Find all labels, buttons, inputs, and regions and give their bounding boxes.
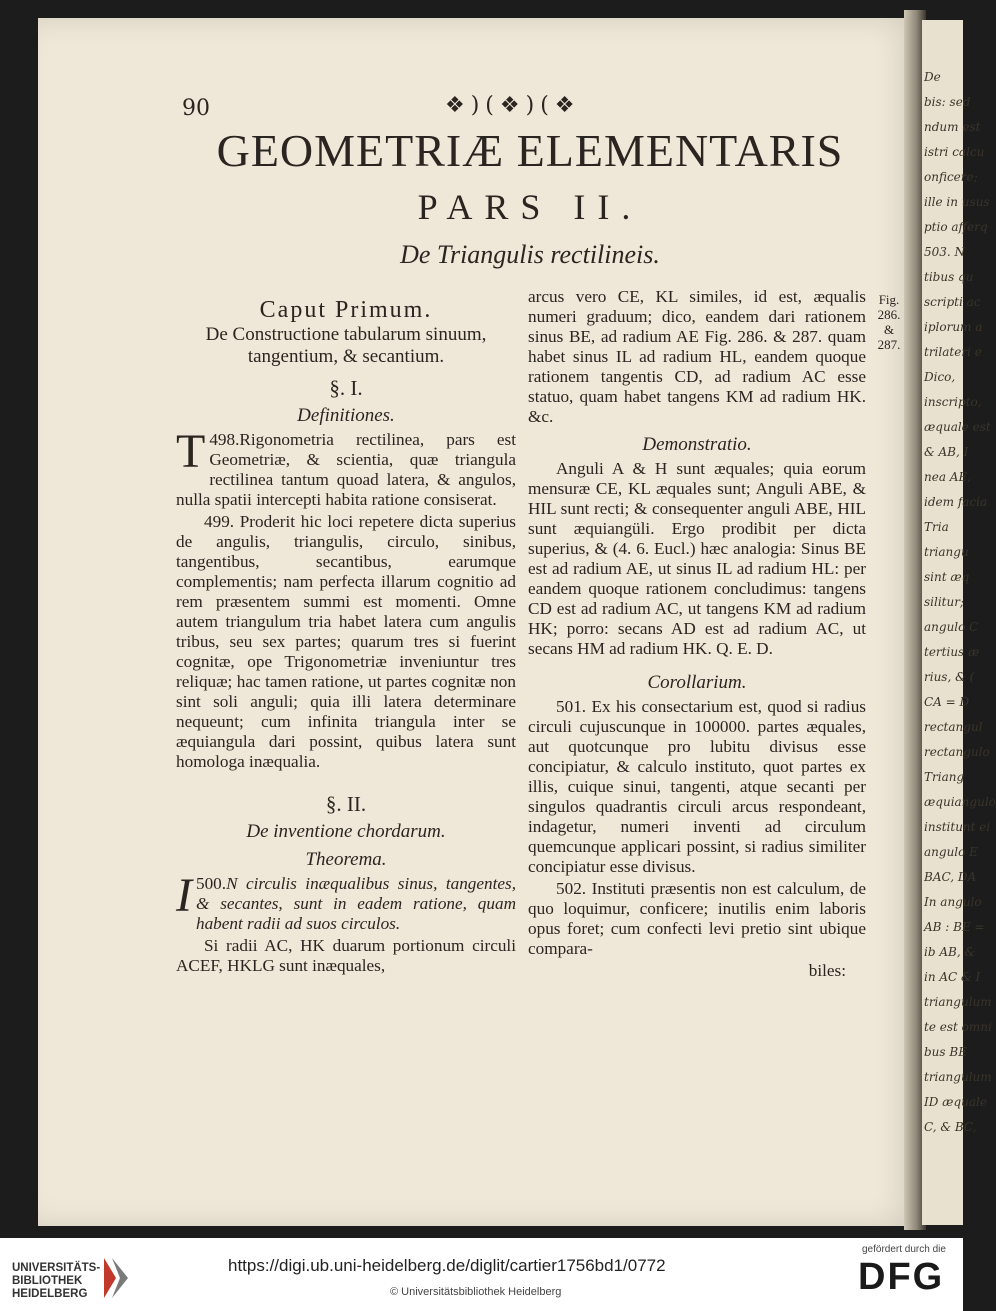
next-page-fragment: bus BE (924, 1045, 967, 1059)
paragraph-501: 501. Ex his consectarium est, quod si radius circuli cujuscunque in 100000. partes æquales, aut quotcunque pro lubitu divisus esse concipiatur, & calculo instituto, quot partes ex illis, cuique sinui, tangenti, atque secanti per singulos quadrantis circuli arcus respondeant, indagetur, numeri inventi ad circulum quemcunque applicari possint, si radius similiter concipiatur esse divisus. (528, 697, 866, 876)
next-page-fragment: ndum est (924, 120, 981, 134)
paragraph-502: 502. Instituti præsentis non est calculum, de quo loquimur, conficere; inutilis enim laboris opus foret; cum confecti levi pretio sint ubique compara- (528, 879, 866, 958)
paragraph-498 (176, 425, 516, 510)
drop-capital: I (176, 869, 192, 922)
paragraph-demonstration: Anguli A & H sunt æquales; quia eorum mensuræ CE, KL æquales sunt; Anguli ABE, & HIL sunt recti; & consequenter anguli ABE, HIL sunt æquiangüli. Ergo prodibit per dicta superius, & (4. 6. Eucl.) hæc analogia: Sinus BE est ad radium AE, ut sinus IL ad radium HL: per eandem quoque rationem concludimus: tangens CD est ad radium AC, ut tangens KM ad radium HK; porro: secans AD est ad radium AC, ut secans HM ad radium HK. Q. E. D. (528, 459, 866, 658)
section-title: Definitiones. (297, 405, 395, 426)
next-page-fragment: rectangulo (924, 745, 990, 759)
next-page-fragment: ptio afferq (924, 220, 988, 234)
library-name-line: UNIVERSITÄTS- (12, 1262, 101, 1274)
next-page-fragment: sint æq (924, 570, 970, 584)
funding-note: gefördert durch die (862, 1244, 946, 1255)
catchword: biles: (808, 961, 846, 980)
copyright-notice: © Universitätsbibliothek Heidelberg (390, 1286, 562, 1298)
library-emblem-icon (102, 1256, 132, 1300)
next-page-fragment: CA = D (924, 695, 970, 709)
next-page-fragment: istri calcu (924, 145, 985, 159)
chapter-heading: Caput Primum. (259, 297, 433, 323)
next-page-fragment: BAC, DA (924, 870, 977, 884)
section-number: §. I. (329, 376, 363, 400)
next-page-fragment: scripti ac (924, 295, 981, 309)
next-page-fragment: in AC & I (924, 970, 981, 984)
right-column (528, 287, 866, 981)
ornament-flourish: ❖)(❖)(❖ (445, 93, 581, 118)
next-page-fragment: angulo E (924, 845, 978, 859)
next-page-fragment: AB : BE = (924, 920, 985, 934)
paragraph-499: 499. Proderit hic loci repetere dicta superius de angulis, triangulis, circulo, sinibus, tangentibus, secantibus, earumque complementis; nam perfecta illarum cognitio ad rem præsentem summi est momenti. Omne autem triangulum tria habet latera cum angulis tribus, seu sex partes; quarum tres si fuerint cognitæ, ope Trigonometriæ inveniuntur tres reliquæ; hac tamen ratione, ut partes cognitæ non sint soli anguli; quia illi latera determinare nequeunt; cum infinita triangula inter se æquiangula dari possint, quibus latera sunt homologa inæqualia. (176, 512, 516, 771)
next-page-fragment: Tria (924, 520, 949, 534)
next-page-fragment: ille in usus (924, 195, 990, 209)
next-page-fragment: 503. N (924, 245, 966, 259)
drop-capital: T (176, 425, 206, 478)
paragraph-continuation: arcus vero CE, KL similes, id est, æqualis numeri graduum; dico, eandem dari rationem sinus BE, ad radium AE Fig. 286. & 287. quam habet sinus IL ad radium HL, eandem quoque rationem tangentis CD, ad radium AC esse statuo, quam habet tangens KM ad radium HK. &c. (528, 287, 866, 426)
paragraph-500-proof: Si radii AC, HK duarum portionum circuli ACEF, HKLG sunt inæquales, (176, 936, 516, 975)
next-page-fragment: Triang (924, 770, 965, 784)
section-number: §. II. (325, 792, 367, 816)
paragraph-text: Rigonometria rectilinea, pars est Geometriæ, & scientia, quæ triangula rectilinea tantum quoad latera, & angulos, nulla spatii intercepti habita ratione consiserat. (176, 430, 516, 509)
dfg-logo[interactable]: DFG (858, 1256, 945, 1298)
next-page-fragment: æquale est (924, 420, 991, 434)
left-column (176, 296, 516, 978)
next-page-fragment: te est omni (924, 1020, 992, 1034)
next-page-fragment: In angulo (924, 895, 982, 909)
next-page-fragment: tertius æ (924, 645, 980, 659)
next-page-fragment: De (924, 70, 941, 84)
next-page-fragment: institunt ei (924, 820, 991, 834)
next-page-fragment: triangulum (924, 995, 992, 1009)
figure-margin-note: Fig. 286. & 287. (877, 292, 901, 352)
next-page-fragment: ib AB, & (924, 945, 976, 959)
library-name-line: HEIDELBERG (12, 1288, 88, 1300)
next-page-fragment: rectangul (924, 720, 983, 734)
corollary-heading: Corollarium. (647, 672, 747, 693)
paragraph-text: N circulis inæqualibus sinus, tangentes, & secantes, sunt in eadem ratione, quam habent radii ad suos circulos. (195, 874, 516, 933)
next-page-fragment: idem facia (924, 495, 988, 509)
next-page-fragment: triangu (924, 545, 969, 559)
next-page-fragment: Dico, (924, 370, 956, 384)
next-page-fragment: triangulum (924, 1070, 992, 1084)
next-page-fragment: & AB, I (924, 445, 969, 459)
library-logo[interactable] (12, 1262, 100, 1301)
permalink-url[interactable]: https://digi.ub.uni-heidelberg.de/diglit/cartier1756bd1/0772 (228, 1256, 666, 1275)
page-title: GEOMETRIÆ ELEMENTARIS (216, 125, 844, 176)
demonstration-heading: Demonstratio. (642, 434, 752, 455)
next-page-fragment: angulo C (924, 620, 979, 634)
next-page-fragment: ID æquale (924, 1095, 987, 1109)
next-page-fragment: tibus qu (924, 270, 974, 284)
part-heading: PARS II. (417, 187, 643, 227)
next-page-fragment: onficere; (924, 170, 978, 184)
paragraph-number: 500. (195, 874, 227, 893)
page-number: 90 (182, 96, 210, 121)
next-page-fragment: rius, & ( (924, 670, 975, 684)
next-page-fragment: inscripto, (924, 395, 982, 409)
next-page-fragment: æquiangulo (924, 795, 996, 809)
next-page-fragment: silitur; (924, 595, 965, 609)
next-page-fragment: iplorum a (924, 320, 983, 334)
section-title: De inventione chordarum. (246, 821, 446, 842)
paragraph-number: 498. (209, 430, 240, 449)
chapter-subheading: De Constructione tabularum sinuum, tangentium, & secantium. (205, 324, 487, 367)
next-page-fragment: bis: sed (924, 95, 971, 109)
library-name-line: BIBLIOTHEK (12, 1275, 83, 1287)
next-page-fragment: nea AE, (924, 470, 972, 484)
next-page-edge (922, 20, 996, 1225)
next-page-fragment: C, & BC, (924, 1120, 977, 1134)
part-subtitle: De Triangulis rectilineis. (400, 240, 660, 269)
paragraph-500 (176, 869, 516, 934)
theorem-heading: Theorema. (305, 849, 387, 870)
next-page-fragment: trilateri e (924, 345, 982, 359)
